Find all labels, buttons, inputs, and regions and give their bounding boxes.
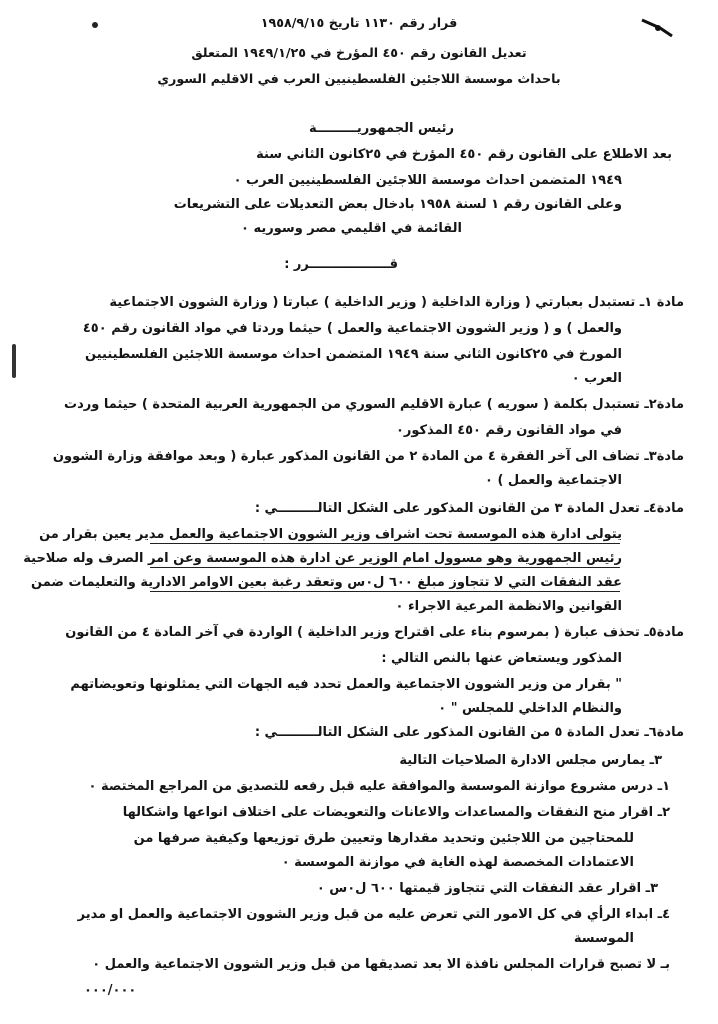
council-item-2-cont-2: الاعتمادات المخصصة لهذه الغاية في موازنة الموسسة ٠ — [281, 855, 634, 870]
article-4-line-2: يتولى ادارة هذه الموسسة تحت اشراف وزير الشوون الاجتماعية والعمل مدير يعين بقرار من — [39, 527, 622, 542]
council-item-4-cont: الموسسة — [573, 931, 634, 946]
article-1-line-4: العرب ٠ — [571, 371, 622, 386]
article-5-line-3: " بقرار من وزير الشوون الاجتماعية والعمل تحدد فيه الجهات التي يمثلونها وتعويضاتهم — [70, 677, 622, 692]
president-heading: رئيس الجمهوريـــــــــة — [309, 121, 454, 136]
article-4-line-5: القوانين والانظمة المرعية الاجراء ٠ — [395, 599, 622, 614]
article-3-line-1: مادة٣ـ تضاف الى آخر الفقرة ٤ من المادة ٢ من القانون المذكور عبارة ( وبعد موافقة وزارة الشوون — [52, 449, 684, 464]
article-4-line-3: رئيس الجمهورية وهو مسوول امام الوزير عن ادارة هذه الموسسة وعن امر الصرف وله صلاحية — [23, 551, 622, 566]
council-item-2: ٢ـ اقرار منح النفقات والمساعدات والاعانات والتعويضات على اختلاف انواعها واشكالها — [122, 805, 670, 820]
article-4-line-1: مادة٤ـ تعدل المادة ٣ من القانون المذكور على الشكل التالـــــــــي : — [254, 501, 684, 516]
article-6-line-1: مادة٦ـ تعدل المادة ٥ من القانون المذكور على الشكل التالـــــــــي : — [254, 725, 684, 740]
article-2-line-1: مادة٢ـ تستبدل بكلمة ( سوريه ) عبارة الاقليم السوري من الجمهورية العربية المتحدة ) حيثما وردت — [64, 397, 684, 412]
council-item-4: ٤ـ ابداء الرأي في كل الامور التي تعرض عليه من قبل وزير الشوون الاجتماعية والعمل او مدير — [77, 907, 670, 922]
article-4-line-4: عقد النفقات التي لا تتجاوز مبلغ ٦٠٠ ل٠س وتعقد رغبة بعين الاوامر الادارية والتعليمات ضمن — [31, 575, 622, 590]
article-1-line-1: مادة ١ـ تستبدل بعبارتي ( وزارة الداخلية ( وزير الداخلية ) عبارتا ( وزارة الشوون الاجتماعية — [109, 295, 684, 310]
article-5-line-1: مادة٥ـ تحذف عبارة ( بمرسوم بناء على اقتراح وزير الداخلية ) الواردة في آخر المادة ٤ من القانون — [65, 625, 684, 640]
underline-rule — [150, 567, 620, 568]
council-heading: ٣ـ يمارس مجلس الادارة الصلاحيات التالية — [399, 753, 662, 768]
decides-heading: قــــــــــــــــــرر : — [284, 257, 398, 272]
subject-line-2: باحداث موسسة اللاجئين الفلسطينيين العرب في الاقليم السوري — [157, 71, 561, 86]
underline-rule — [150, 543, 620, 544]
article-2-line-2: في مواد القانون رقم ٤٥٠ المذكور٠ — [395, 423, 622, 438]
article-1-line-2: والعمل ) و ( وزير الشوون الاجتماعية والعمل ) حيثما وردتا في مواد القانون رقم ٤٥٠ — [82, 321, 622, 336]
article-1-line-3: المورخ في ٢٥كانون الثاني سنة ١٩٤٩ المتضمن احداث موسسة اللاجئين الفلسطينيين — [85, 347, 622, 362]
page-footer: ٠٠٠/٠٠٠ — [84, 983, 137, 998]
council-item-2-cont: للمحتاجين من اللاجئين وتحديد مقدارها وتعيين طرق توزيعها وكيفية صرفها من — [133, 831, 634, 846]
preamble-line-3: وعلى القانون رقم ١ لسنة ١٩٥٨ بادخال بعض التعديلات على التشريعات — [173, 197, 622, 212]
subject-line-1: تعديل القانون رقم ٤٥٠ المؤرخ في ١٩٤٩/١/٢٥ المتعلق — [191, 45, 527, 60]
preamble-line-1: بعد الاطلاع على القانون رقم ٤٥٠ المؤرخ في ٢٥كانون الثاني سنة — [256, 147, 672, 162]
article-3-line-2: الاجتماعية والعمل ) ٠ — [484, 473, 622, 488]
council-note: بـ لا تصبح قرارات المجلس نافذة الا بعد تصديقها من قبل وزير الشوون الاجتماعية والعمل ٠ — [92, 957, 670, 972]
council-item-1: ١ـ درس مشروع موازنة الموسسة والموافقة عليه قبل رفعه للتصديق من المراجع المختصة ٠ — [88, 779, 670, 794]
ink-mark — [12, 344, 16, 378]
underline-rule — [150, 591, 620, 592]
article-5-line-4: والنظام الداخلي للمجلس " ٠ — [438, 701, 622, 716]
decree-number: قرار رقم ١١٣٠ تاريخ ١٩٥٨/٩/١٥ — [260, 15, 458, 30]
preamble-line-4: القائمة في اقليمي مصر وسوريه ٠ — [241, 221, 462, 236]
council-item-3: ٣ـ اقرار عقد النفقات التي تتجاوز قيمتها ٦٠٠ ل٠س ٠ — [316, 881, 658, 896]
preamble-line-2: ١٩٤٩ المتضمن احداث موسسة اللاجئين الفلسطينيين العرب ٠ — [233, 173, 622, 188]
article-5-line-2: المذكور ويستعاض عنها بالنص التالي : — [381, 651, 622, 666]
